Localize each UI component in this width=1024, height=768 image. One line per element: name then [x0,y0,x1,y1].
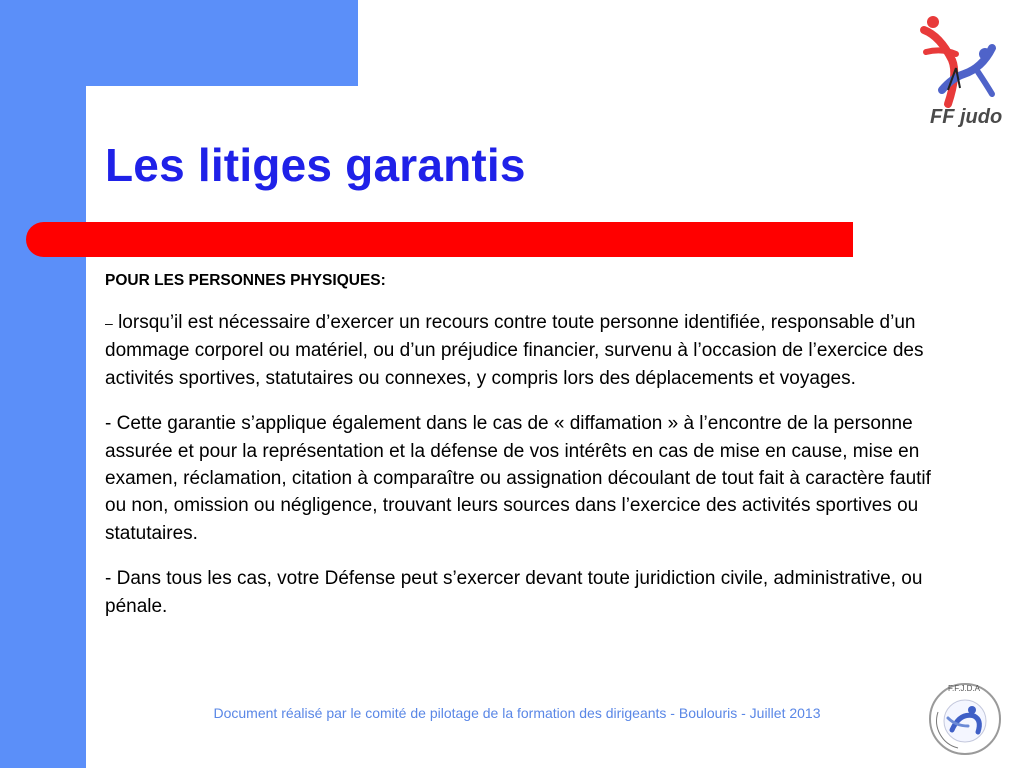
slide-footer: Document réalisé par le comité de pilotage de la formation des dirigeants - Boulouris - Juillet 2013 [213,705,821,721]
section-subtitle: POUR LES PERSONNES PHYSIQUES: [105,272,386,289]
paragraph-dash: – [105,315,113,331]
logo-text: FF judo [930,106,1003,128]
decor-blue-left [0,0,86,768]
decor-red-bar [26,222,853,257]
paragraph-text: lorsqu’il est nécessaire d’exercer un recours contre toute personne identifiée, responsable d’un dommage corporel ou matériel, ou d’un préjudice financier, survenu à l’occasion de l’exercice des activités sportives, statutaires ou connexes, y compris lors des déplacements et voyages. [105,312,924,389]
seal-top-text: F.F.J.D.A [948,684,981,693]
paragraph-defense: - Dans tous les cas, votre Défense peut s’exercer devant toute juridiction civile, administrative, ou pénale. [105,568,923,617]
slide-content [105,272,945,638]
judo-seal-icon [928,682,1002,756]
paragraph-recours [105,309,945,392]
paragraph-diffamation: - Cette garantie s’applique également dans le cas de « diffamation » à l’encontre de la personne assurée et pour la représentation et la défense de vos intérêts en cas de mise en cause, mise en examen, réclamation, citation à comparaître ou assignation découlant de tout fait à caractère fautif ou non, omission ou négligence, trouvant leurs sources dans l’exercice des activités sportives ou statutaires. [105,413,931,544]
slide-title: Les litiges garantis [105,139,526,191]
